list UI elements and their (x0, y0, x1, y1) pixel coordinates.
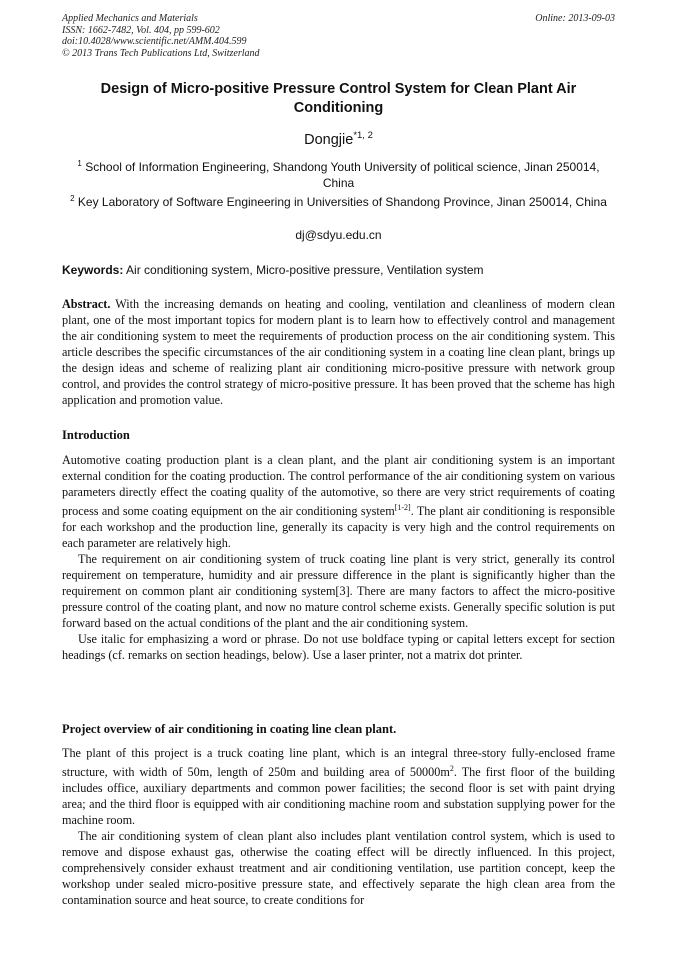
author-line (62, 130, 615, 148)
section-heading-project: Project overview of air conditioning in coating line clean plant. (62, 722, 397, 736)
paragraph: The requirement on air conditioning system of truck coating line plant is very strict, generally its control requirement on temperature, humidity and air pressure difference in the plant is significantly higher than the requirement on common plant air conditioning system[3]. There are many factors to affect the micro-positive pressure control of the coating plant, and now no mature control scheme exists. Generally specific solution is put forward based on the actual conditions of the plant and the air conditioning system. (62, 552, 615, 631)
abstract-label: Abstract. (62, 297, 111, 311)
affiliation-2 (62, 191, 615, 210)
paragraph (62, 452, 615, 551)
paragraph-text: . The first floor of the building includes office, auxiliary departments and common power facilities; the second floor is set with paint drying area; and the third floor is equipped with air conditioning machine room and substation supplying power for the machine room. (62, 765, 615, 828)
author-email: dj@sdyu.edu.cn (295, 228, 382, 242)
author-marks: *1, 2 (353, 130, 373, 141)
journal-header (62, 13, 615, 59)
affiliation-number: 2 (70, 194, 75, 203)
keywords (62, 263, 615, 277)
abstract-text: With the increasing demands on heating and cooling, ventilation and cleanliness of modern clean plant, one of the most important topics for modern plant is to learn how to effectively control and management the air conditioning system to meet the requirements of production process on the air conditioning system. This article describes the specific circumstances of the air conditioning system in a coating line clean plant, brings up the design ideas and scheme of realizing plant air conditioning micro-positive pressure with network group control, and provides the control strategy of micro-positive pressure. It has been proved that the scheme has high application and promotion value. (62, 297, 615, 407)
affiliation-1 (62, 156, 615, 191)
paragraph (62, 745, 615, 828)
project-body (62, 745, 615, 908)
journal-name: Applied Mechanics and Materials (62, 13, 198, 24)
affiliation-text: School of Information Engineering, Shandong Youth University of political science, Jinan 250014, China (85, 160, 600, 190)
paragraph: The air conditioning system of clean plant also includes plant ventilation control system, which is used to remove and dispose exhaust gas, otherwise the coating effect will be directly influenced. In this project, comprehensively consider exhaust treatment and air conditioning ventilation, use partition concept, keep the workshop under sealed micro-positive pressure state, and effectively separate the high clean area from the contamination source and heat source, to create conditions for (62, 829, 615, 908)
keywords-text: Air conditioning system, Micro-positive pressure, Ventilation system (126, 263, 484, 277)
copyright-line: © 2013 Trans Tech Publications Ltd, Switzerland (62, 47, 260, 59)
introduction-body (62, 452, 615, 663)
abstract (62, 296, 615, 408)
affiliation-text: Key Laboratory of Software Engineering in Universities of Shandong Province, Jinan 250014, China (77, 195, 607, 209)
superscript: 2 (449, 764, 454, 773)
paragraph-text: The plant of this project is a truck coating line plant, which is an integral three-story fully-enclosed frame structure, with width of 50m, length of 250m and building area of 50000m (62, 746, 615, 780)
author-name: Dongjie (304, 131, 354, 148)
doi-line: doi:10.4028/www.scientific.net/AMM.404.599 (62, 36, 247, 47)
paragraph-text: . The plant air conditioning is responsible for each workshop and the production line, generally its capacity is very high and the control requirements on each parameter are relatively high. (62, 504, 615, 551)
keywords-label: Keywords: (62, 263, 124, 277)
paragraph-text: Automotive coating production plant is a clean plant, and the plant air conditioning system is an important external condition for the coating production. The control performance of the air conditioning system on various parameters directly effect the coating quality of the automotive, so there are very strict requirements of coating process and some coating equipment on the air conditioning system (62, 453, 615, 519)
paragraph: Use italic for emphasizing a word or phrase. Do not use boldface typing or capital letters except for section headings (cf. remarks on section headings, below). Use a laser printer, not a matrix dot printer. (62, 632, 615, 663)
affiliation-number: 1 (77, 159, 82, 168)
online-date: Online: 2013-09-03 (535, 13, 615, 24)
issn-line: ISSN: 1662-7482, Vol. 404, pp 599-602 (62, 24, 220, 36)
paper-title: Design of Micro-positive Pressure Control System for Clean Plant Air Conditioning (100, 81, 577, 116)
section-heading-introduction: Introduction (62, 428, 130, 442)
citation: [1-2] (394, 503, 411, 512)
